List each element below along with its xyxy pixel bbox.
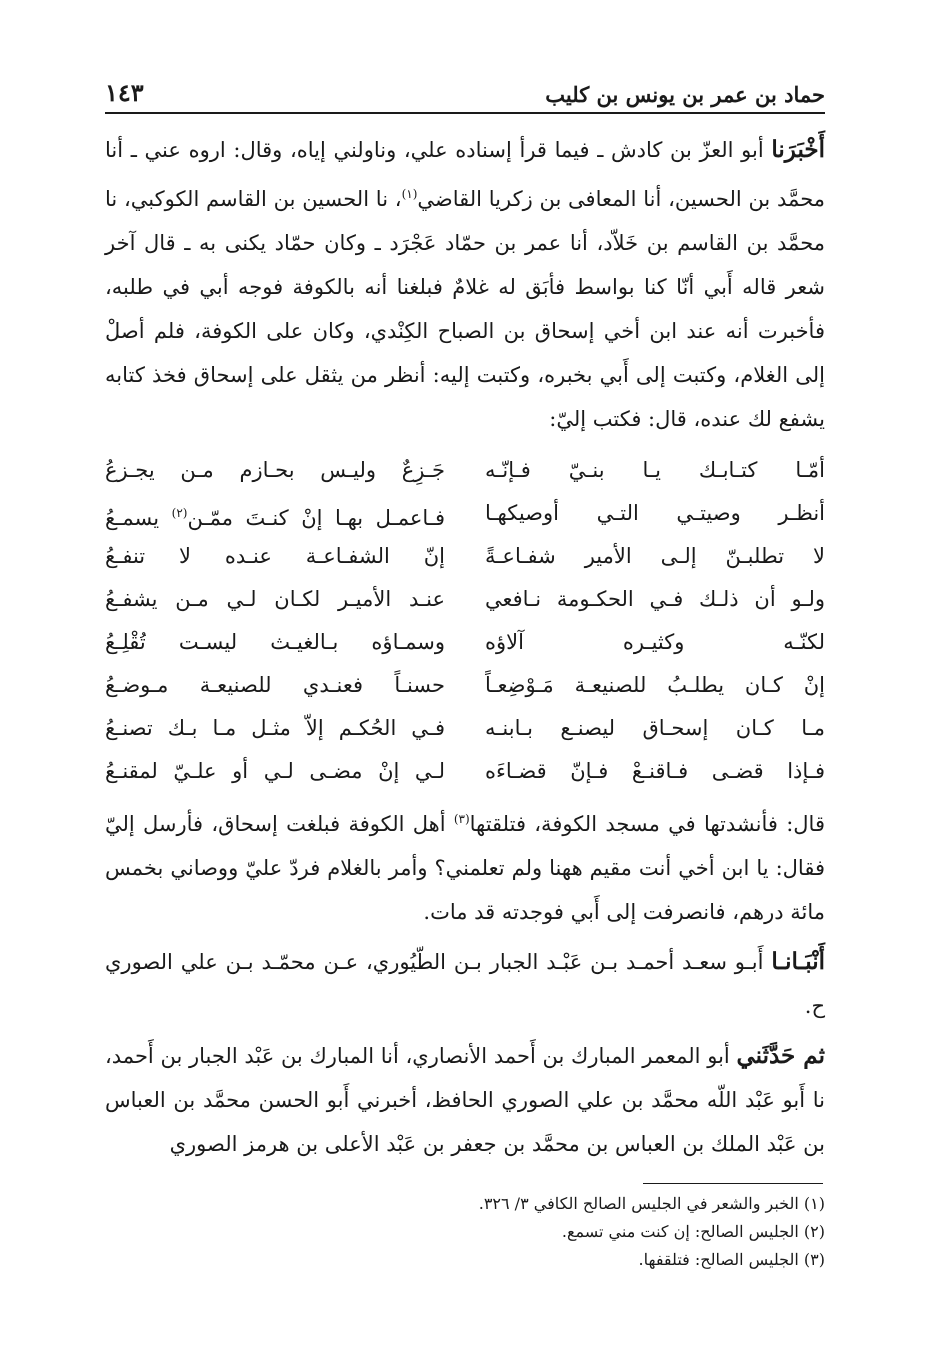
- isnad-lead-word: ثم حَدَّثَني: [736, 1042, 825, 1069]
- paragraph-4: [105, 1034, 825, 1166]
- footnote-number: (٢): [803, 1222, 825, 1241]
- footnote-number: (٣): [803, 1250, 825, 1269]
- verse-first-hemistich: إنْ كـان يطلـبُ للصنيعـة مَـوْضِعـاً: [485, 673, 825, 697]
- verse-first-hemistich: لكنّـه وكثيـره آلاؤه: [485, 630, 825, 654]
- verse-first-hemistich: ولـو أن ذلـك فـي الحكـومة نـافعي: [485, 587, 825, 611]
- verse-second-hemistich: إنّ الشفـاعـة عنـده لا تنفـعُ: [105, 544, 445, 568]
- verse-first-hemistich: فـإذا قضـى فـاقنـعْ فـإنّ قضـاءَه: [485, 759, 825, 783]
- footnote-text: الخبر والشعر في الجليس الصالح الكافي ٣/ ٣٢٦.: [478, 1194, 799, 1213]
- paragraph-text: أَبـو سعـد أحمـد بـن عَبْـد الجبار بـن الطّيُوري، عـن محمّـد بـن علي الصوري ح.: [105, 950, 825, 1018]
- header-rule: [105, 112, 825, 114]
- footnote-number: (١): [803, 1194, 825, 1213]
- paragraph-1: [105, 128, 825, 441]
- footnote: [105, 1190, 825, 1218]
- verse-line: [105, 492, 825, 535]
- footnotes: [105, 1190, 825, 1274]
- verse-first-hemistich: أنظـر وصيتـي التـي أوصيكهـا: [485, 501, 825, 525]
- verse-line: [105, 621, 825, 664]
- page-header: [105, 78, 825, 112]
- main-text: [105, 128, 825, 1166]
- verse-second-hemistich: [105, 492, 445, 535]
- footnote-text: الجليس الصالح: إن كنت مني تسمع.: [561, 1222, 799, 1241]
- paragraph-text: أهل الكوفة فبلغت إسحاق، فأرسل إليّ فقال: يا ابن أخي أنت مقيم ههنا ولم تعلمني؟ وأمر بالغلام فردّ عليّ ووصاني بخمس مائة درهم، فانصرفت إلى أَبي فوجدته قد مات.: [105, 812, 825, 924]
- verse-text: يسمـعُ: [105, 506, 172, 530]
- running-title: حماد بن عمر بن يونس بن كليب: [545, 82, 825, 107]
- footnote-text: الجليس الصالح: فتلقفها.: [638, 1250, 799, 1269]
- isnad-lead-word: أَخْبَرَنا: [771, 136, 825, 163]
- page-number: ١٤٣: [105, 78, 144, 107]
- verse-second-hemistich: عنـد الأميـر لكـان لـي مـن يشفـعُ: [105, 587, 445, 611]
- verse-first-hemistich: مـا كـان إسحـاق ليصنـع بـابنـه: [485, 716, 825, 740]
- verse-second-hemistich: جَـزِعٌ وليـس بحـازم مـن يجـزعُ: [105, 458, 445, 482]
- verse-line: [105, 578, 825, 621]
- verse-second-hemistich: فـي الحُكـم إلاّ مثـل مـا بـك تصنـعُ: [105, 716, 445, 740]
- verse-first-hemistich: لا تطلبـنّ إلـى الأمير شفـاعـةً: [485, 544, 825, 568]
- footnote: [105, 1246, 825, 1274]
- verse-line: [105, 449, 825, 492]
- isnad-lead-word: أَنْبَـانـا: [771, 948, 825, 975]
- footnote-ref: (١): [401, 187, 418, 201]
- poem: [105, 449, 825, 793]
- paragraph-text: أبو المعمر المبارك بن أَحمد الأنصاري، أنا المبارك بن عَبْد الجبار بن أَحمد، نا أَبو عَبْد اللّه محمَّد بن علي الصوري الحافظ، أخبرني أَبو الحسن محمَّد بن العباس بن عَبْد الملك بن العباس بن محمَّد بن جعفر بن عَبْد الأعلى بن هرمز الصوري: [105, 1044, 825, 1156]
- verse-first-hemistich: أمّـا كتـابـك يـا بنـيّ فـإنّـه: [485, 458, 825, 482]
- verse-second-hemistich: حسنـاً فعنـدي للصنيعـة مـوضـعُ: [105, 673, 445, 697]
- footnote: [105, 1218, 825, 1246]
- paragraph-3: [105, 940, 825, 1028]
- verse-line: [105, 535, 825, 578]
- verse-second-hemistich: لـي إنْ مضـى لـي أو علـيّ لمقنـعُ: [105, 759, 445, 783]
- paragraph-text: ، نا الحسين بن القاسم الكوكبي، نا محمَّد بن القاسم بن خَلاّد، أنا عمر بن حمّاد عَجْرَد ـ وكان حمّاد يكنى به ـ قال آخر شعر قاله أَبي أنّا كنا بواسط فأبَق له غلامٌ فبلغنا أنه بالكوفة فوجه أبي في طلبه، فأخبرت أنه عند ابن أخي إسحاق بن الصباح الكِنْدي، وكان على الكوفة، فلم أصلْ إلى الغلام، وكتبت إلى أَبي بخبره، وكتبت إليه: أنظر من يثقل على إسحاق فخذ كتابه يشفع لك عنده، قال: فكتب إليّ:: [105, 187, 825, 431]
- paragraph-2: [105, 797, 825, 934]
- verse-line: [105, 707, 825, 750]
- footnote-ref: (٣): [453, 812, 470, 826]
- verse-second-hemistich: وسمـاؤه بـالغيـث ليسـت تُقْلِـعُ: [105, 630, 445, 654]
- verse-line: [105, 664, 825, 707]
- footnote-rule: [643, 1183, 823, 1184]
- verse-text: فـاعمـل بهـا إنْ كنـتَ ممّـن: [187, 506, 445, 530]
- paragraph-text: أبو العزّ بن كادش ـ فيما قرأ إسناده علي، وناولني إياه، وقال: اروه عني ـ أنا محمَّد بن الحسين، أنا المعافى بن زكريا القاضي: [105, 138, 825, 211]
- footnote-ref: (٢): [171, 506, 188, 520]
- verse-line: [105, 750, 825, 793]
- paragraph-text: قال: فأنشدتها في مسجد الكوفة، فتلقتها: [469, 812, 825, 836]
